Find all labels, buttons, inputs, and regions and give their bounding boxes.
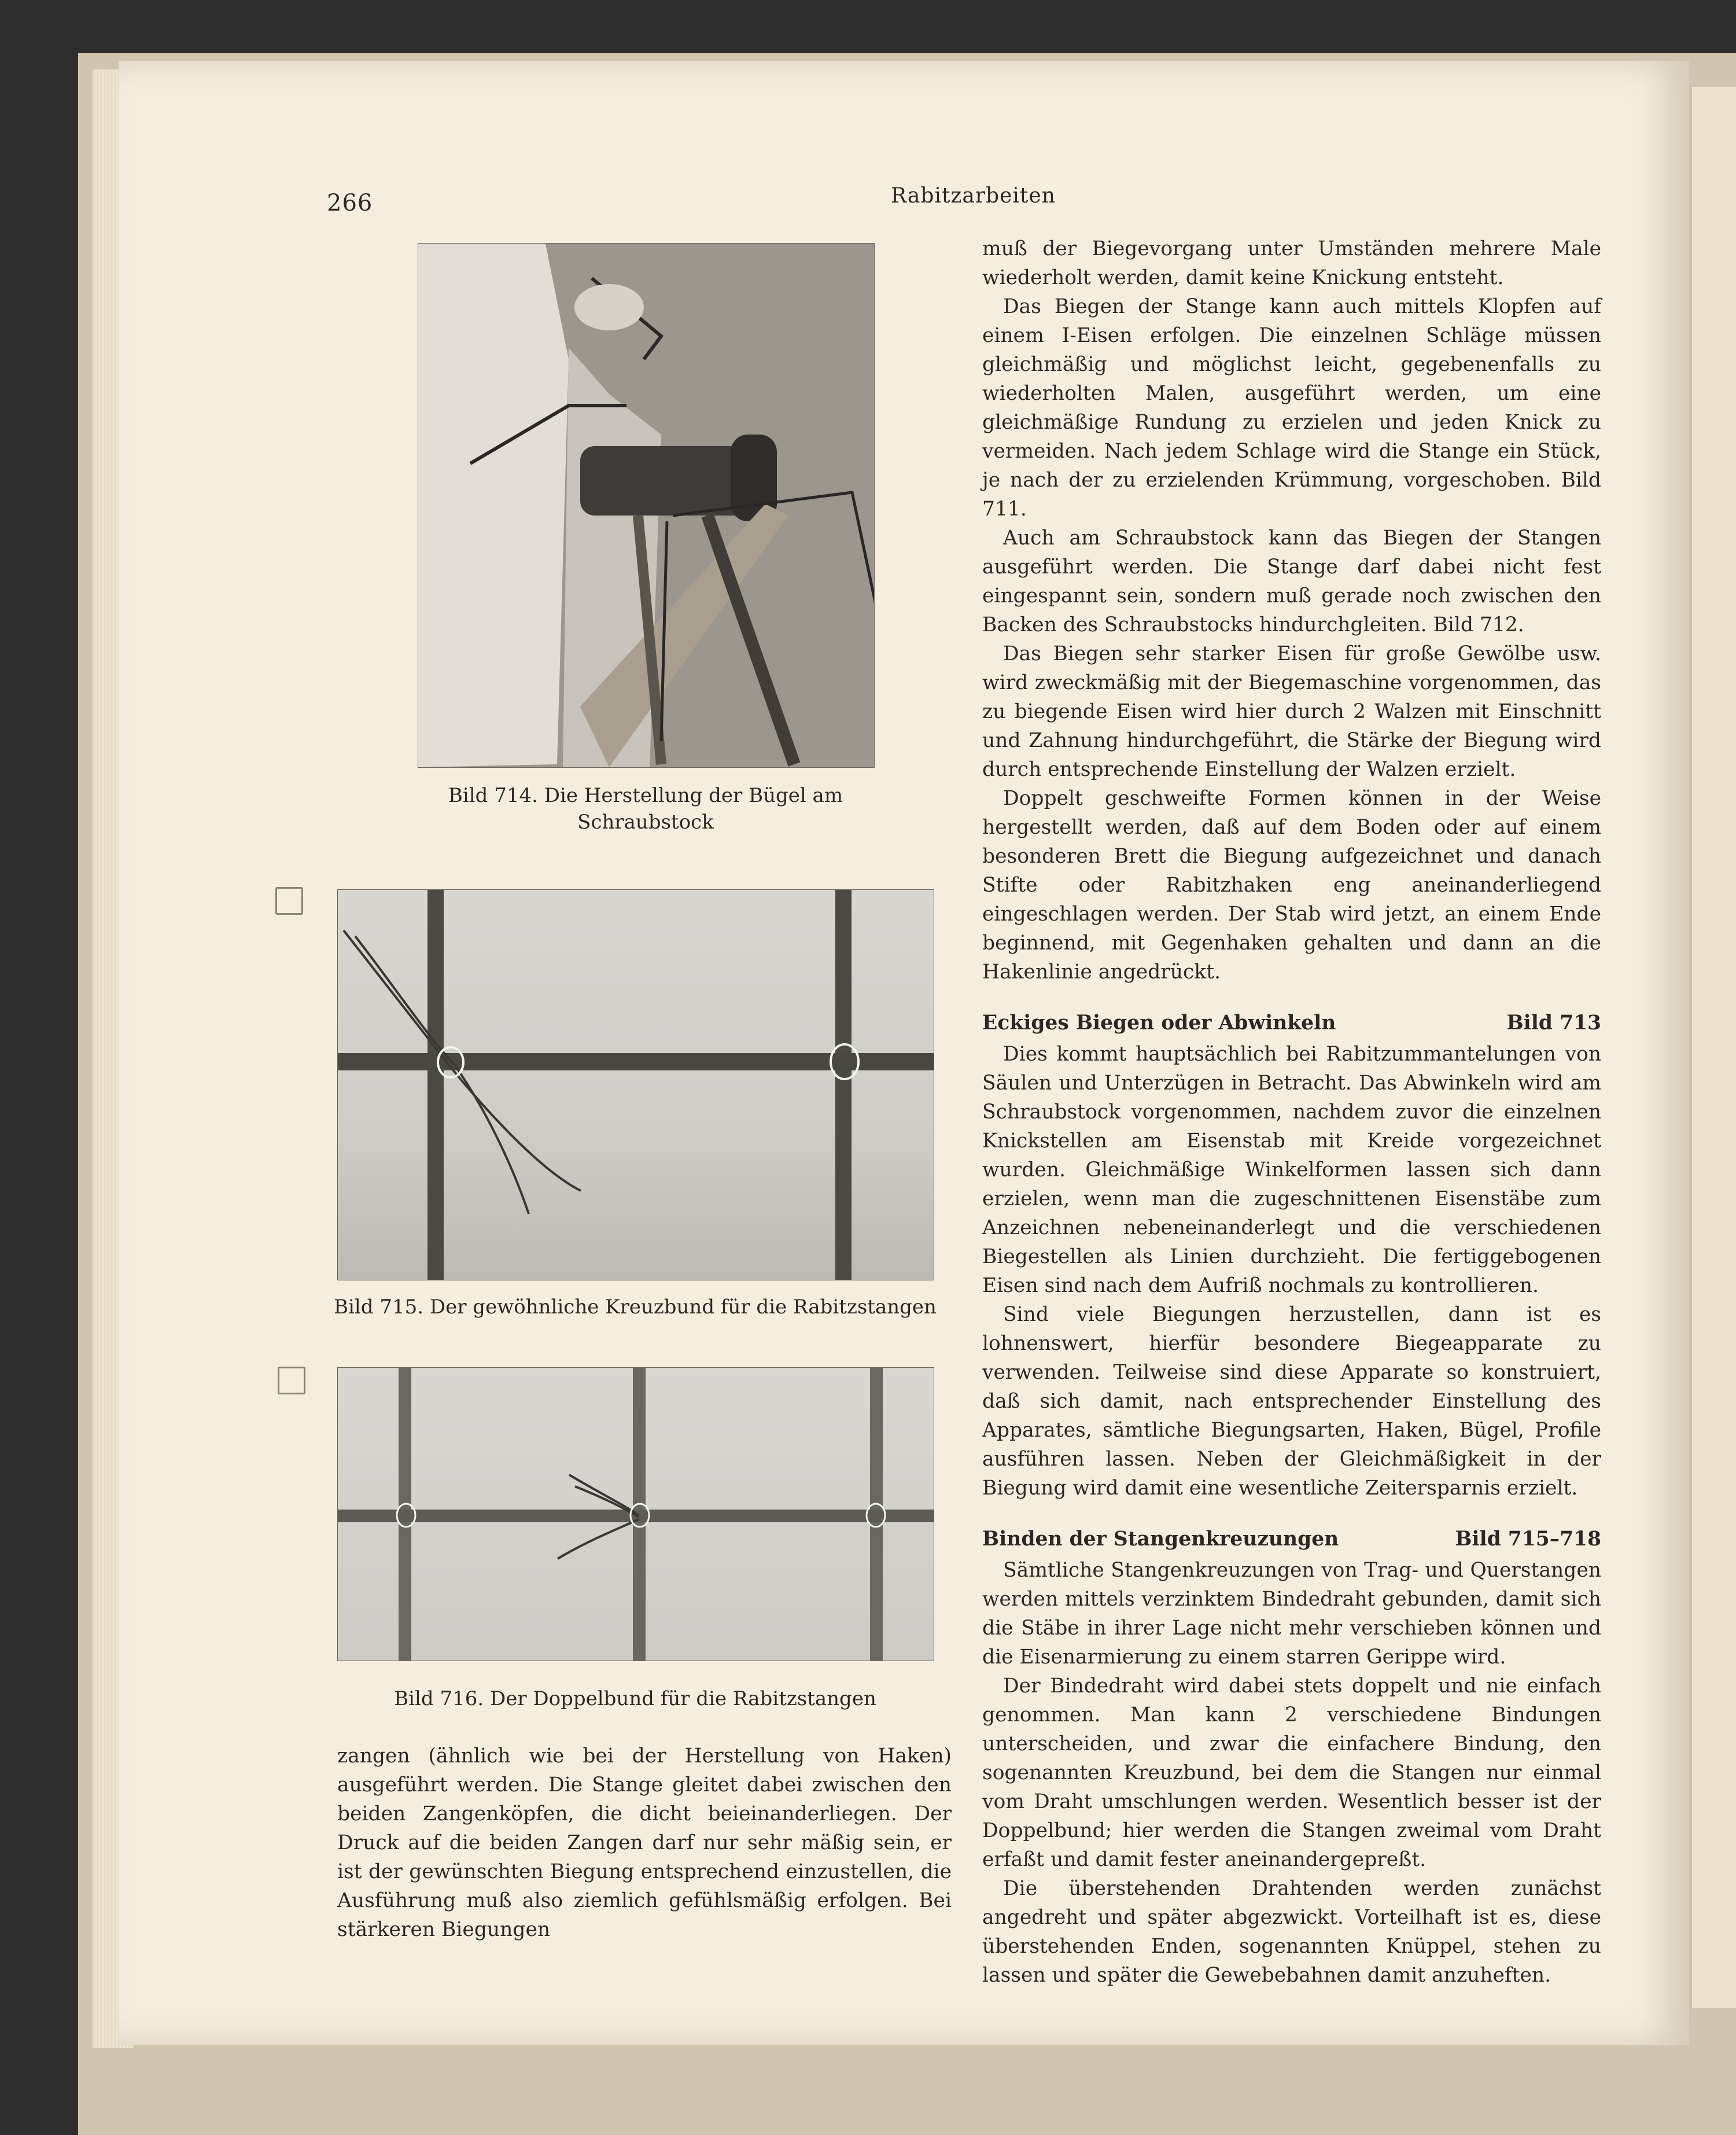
facing-page-edge — [1692, 87, 1736, 2008]
paragraph: Sind viele Biegungen herzustellen, dann ist es lohnenswert, hierfür besondere Biegeapparate zu verwenden. Teilweise sind diese Apparate so konstruiert, daß sich damit, nach entsprechender Einstellung des Apparates, sämtliche Biegungsarten, Haken, Bügel, Profile ausführen lassen. Neben der Gleichmäßigkeit in der Biegung wird damit eine wesentliche Zeitersparnis erzielt. — [982, 1303, 1601, 1500]
paragraph: Die überstehenden Drahtenden werden zunächst angedreht und später abgezwickt. Vorteilhaft ist es, diese überstehenden Enden, sogenannten Knüppel, stehen zu lassen und später die Gewebebahnen damit anzuheften. — [982, 1877, 1601, 1987]
page-number: 266 — [327, 190, 373, 216]
paragraph: Sämtliche Stangenkreuzungen von Trag- und Querstangen werden mittels verzinktem Bindedraht gebunden, damit sich die Stäbe in ihrer Lage nicht mehr verschieben können und die Eisenarmierung zu einem starren Gerippe wird. — [982, 1559, 1601, 1669]
paragraph: Auch am Schraubstock kann das Biegen der Stangen ausgeführt werden. Die Stange darf dabei nicht fest eingespannt sein, sondern muß gerade noch zwischen den Backen des Schraubstocks hindurchgleiten. Bild 712. — [982, 527, 1601, 636]
paragraph: Der Bindedraht wird dabei stets doppelt und nie einfach genommen. Man kann 2 verschiedene Bindungen unterscheiden, und zwar die einfachere Bindung, den sogenannten Kreuzbund, bei dem die Stangen nur einmal vom Draht umschlungen werden. Wesentlich besser ist der Doppelbund; hier werden die Stangen zweimal vom Draht erfaßt und damit fester aneinandergepreßt. — [982, 1674, 1601, 1871]
right-text-column — [982, 234, 1601, 1990]
pencil-checkbox-mark — [278, 1367, 305, 1394]
section-heading-abwinkeln — [982, 1008, 1601, 1037]
paragraph: Dies kommt hauptsächlich bei Rabitzummantelungen von Säulen und Unterzügen in Betracht. Das Abwinkeln wird am Schraubstock vorgenommen, nachdem zuvor die einzelnen Knickstellen am Eisenstab mit Kreide vorgezeichnet wurden. Gleichmäßige Winkelformen lassen sich dann erzielen, wenn man die zugeschnittenen Eisenstäbe zum Anzeichnen nebeneinanderlegt und die verschiedenen Biegestellen als Linien durchzieht. Die fertiggebogenen Eisen sind nach dem Aufriß nochmals zu kontrollieren. — [982, 1043, 1601, 1297]
figure-716-photo — [337, 1367, 934, 1661]
heading-figure-ref: Bild 713 — [1506, 1011, 1601, 1035]
heading-title: Binden der Stangenkreuzungen — [982, 1527, 1339, 1551]
figure-715-photo — [337, 889, 934, 1280]
heading-title: Eckiges Biegen oder Abwinkeln — [982, 1011, 1336, 1035]
figure-715-caption: Bild 715. Der gewöhnliche Kreuzbund für die Rabitzstangen — [334, 1295, 937, 1319]
paragraph: zangen (ähnlich wie bei der Herstellung von Haken) ausgeführt werden. Die Stange gleitet dabei zwischen den beiden Zangenköpfen, die dicht beieinanderliegen. Der Druck auf die beiden Zangen darf nur sehr mäßig sein, er ist der gewünschten Biegung entsprechend einzustellen, die Ausführung muß also ziemlich gefühlsmäßig erfolgen. Bei stärkeren Biegungen — [337, 1744, 952, 1941]
running-head: Rabitzarbeiten — [891, 184, 1056, 208]
pencil-checkbox-mark — [275, 887, 303, 915]
figure-714-caption: Bild 714. Die Herstellung der Bügel am Schraubstock — [448, 784, 843, 834]
paragraph: Das Biegen der Stange kann auch mittels Klopfen auf einem I-Eisen erfolgen. Die einzelnen Schläge müssen gleichmäßig und möglichst leicht, gegebenenfalls zu wiederholten Malen, ausgeführt werden, um eine gleichmäßige Rundung zu erzielen und jeden Knick zu vermeiden. Nach jedem Schlage wird die Stange ein Stück, je nach der zu erzielenden Krümmung, vorgeschoben. Bild 711. — [982, 295, 1601, 521]
paragraph: muß der Biegevorgang unter Umständen mehrere Male wiederholt werden, damit keine Knickung entsteht. — [982, 237, 1601, 289]
left-text-column — [337, 1742, 952, 1944]
heading-figure-ref: Bild 715–718 — [1455, 1527, 1601, 1551]
figure-716-caption: Bild 716. Der Doppelbund für die Rabitzstangen — [394, 1687, 876, 1710]
section-heading-binden — [982, 1525, 1601, 1554]
paragraph: Doppelt geschweifte Formen können in der Weise hergestellt werden, daß auf dem Boden oder auf einem besonderen Brett die Biegung aufgezeichnet und danach Stifte oder Rabitzhaken eng aneinanderliegend eingeschlagen werden. Der Stab wird jetzt, an einem Ende beginnend, mit Gegenhaken gehalten und dann an die Hakenlinie angedrückt. — [982, 787, 1601, 984]
figure-714-photo — [418, 243, 875, 768]
paragraph: Das Biegen sehr starker Eisen für große Gewölbe usw. wird zweckmäßig mit der Biegemaschine vorgenommen, das zu biegende Eisen wird hier durch 2 Walzen mit Einschnitt und Zahnung hindurchgeführt, die Stärke der Biegung wird durch entsprechende Einstellung der Walzen erzielt. — [982, 642, 1601, 781]
